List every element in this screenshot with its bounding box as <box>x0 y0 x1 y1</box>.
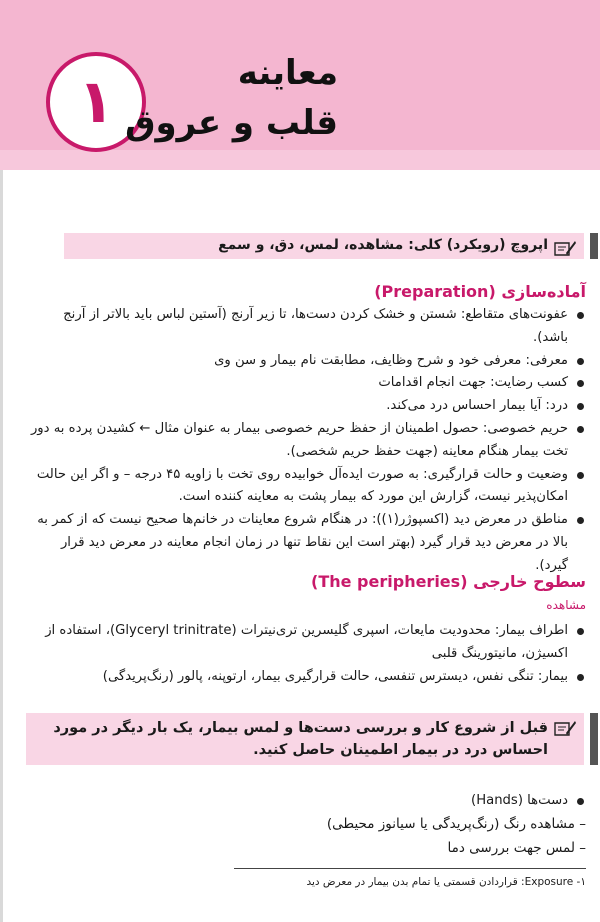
header-lower-strip <box>0 150 600 170</box>
list-item: دست‌ها (Hands) <box>26 790 586 813</box>
footnote: ۱- Exposure: قراردادن قسمتی یا تمام بدن بیمار در معرض دید <box>306 876 586 888</box>
list-item: وضعیت و حالت قرارگیری: به صورت ایده‌آل خوابیده روی تخت با زاویه ۴۵ درجه – و اگر این حالت امکان‌پذیر نیست، گزارش این مورد که بیمار پشت به معاینه کننده است. <box>26 464 586 510</box>
preparation-heading: آماده‌سازی (Preparation) <box>374 282 586 301</box>
approach-note-text: اپروچ (رویکرد) کلی: مشاهده، لمس، دق، و سمع <box>218 237 548 253</box>
pencil-note-icon <box>554 719 576 737</box>
peripheries-list <box>26 620 586 688</box>
footnote-divider <box>234 868 586 869</box>
list-item: درد: آیا بیمار احساس درد می‌کند. <box>26 395 586 418</box>
list-item: بیمار: تنگی نفس، دیسترس تنفسی، حالت قرارگیری بیمار، ارتوپنه، پالور (رنگ‌پریدگی) <box>26 666 586 689</box>
hands-sublist <box>26 812 586 860</box>
chapter-title <box>125 48 338 148</box>
hands-note <box>26 713 584 765</box>
list-item: معرفی: معرفی خود و شرح وظایف، مطابقت نام بیمار و سن وی <box>26 350 586 373</box>
chapter-number-badge: ۱ <box>46 52 146 152</box>
chapter-title-line2: قلب و عروق <box>125 103 338 143</box>
approach-note <box>64 233 584 259</box>
list-item: – مشاهده رنگ (رنگ‌پریدگی یا سیانوز محیطی) <box>326 816 586 832</box>
list-item: اطراف بیمار: محدودیت مایعات، اسپری گلیسرین تری‌نیترات (Glyceryl trinitrate)، استفاده از اکسیژن، مانیتورینگ قلبی <box>26 620 586 666</box>
list-item: کسب رضایت: جهت انجام اقدامات <box>26 372 586 395</box>
note-side-bar <box>590 713 598 765</box>
list-item: حریم خصوصی: حصول اطمینان از حفظ حریم خصوصی بیمار به عنوان مثال ← کشیدن پرده به دور تخت بیمار هنگام معاینه (جهت حفظ حریم شخصی). <box>26 418 586 464</box>
observation-subheading: مشاهده <box>546 598 586 612</box>
list-item: مناطق در معرض دید (اکسپوژر(۱)): در هنگام شروع معاینات در خانم‌ها صحیح نیست که از کمر به بالا در معرض دید قرار گیرد (بهتر است این نقاط تنها در زمان انجام معاینه در معرض دید قرار گیرد). <box>26 509 586 577</box>
pencil-note-icon <box>554 239 576 257</box>
list-item: – لمس جهت بررسی دما <box>447 840 586 856</box>
hands-note-text: قبل از شروع کار و بررسی دست‌ها و لمس بیمار، یک بار دیگر در مورد احساس درد در بیمار اطمینان حاصل کنید. <box>53 720 548 758</box>
hands-list <box>26 790 586 813</box>
list-item: عفونت‌های متقاطع: شستن و خشک کردن دست‌ها، تا زیر آرنج (آستین لباس باید بالاتر از آرنج باشد). <box>26 304 586 350</box>
page-edge-shadow <box>0 170 3 922</box>
peripheries-heading: سطوح خارجی (The peripheries) <box>311 572 586 591</box>
preparation-list <box>26 304 586 578</box>
chapter-title-line1: معاینه <box>237 53 338 93</box>
note-side-bar <box>590 233 598 259</box>
